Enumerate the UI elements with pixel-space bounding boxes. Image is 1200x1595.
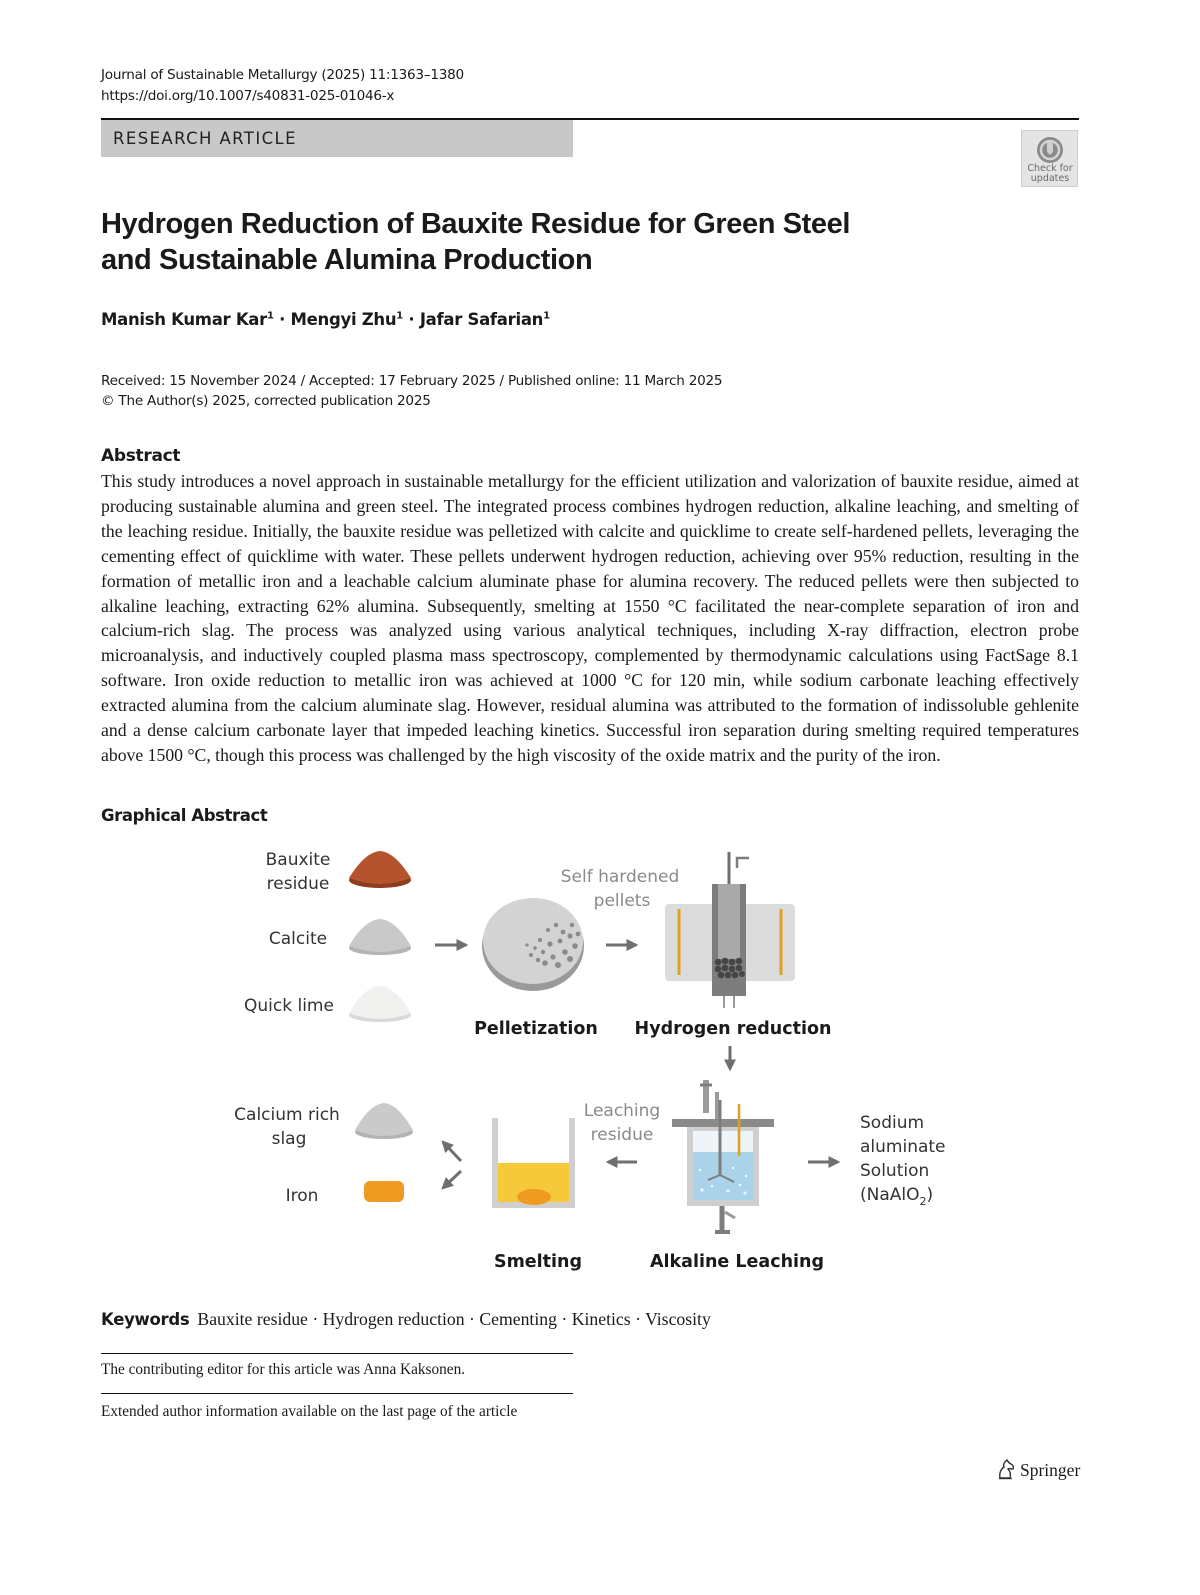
- slag-label-1: Calcium rich: [234, 1105, 340, 1125]
- article-type-banner: [101, 120, 573, 157]
- bauxite-pile-icon: [349, 851, 411, 888]
- affiliation-marker: 1: [543, 310, 550, 322]
- slag-label-2: slag: [271, 1129, 307, 1149]
- author-separator: ·: [273, 310, 291, 329]
- calcite-label: Calcite: [268, 929, 328, 949]
- leaching-residue-label-1: Leaching: [583, 1101, 661, 1121]
- calcite-pile-icon: [349, 919, 411, 955]
- article-title: Hydrogen Reduction of Bauxite Residue for Green Steel and Sustainable Alumina Production: [101, 208, 851, 276]
- pellets-label-2: pellets: [593, 891, 651, 911]
- keyword-separator: ·: [630, 1309, 646, 1329]
- author-name[interactable]: Mengyi Zhu: [290, 310, 397, 329]
- leaching-residue-label-2: residue: [590, 1125, 654, 1145]
- author-separator: ·: [402, 310, 420, 329]
- author-name[interactable]: Jafar Safarian: [419, 310, 544, 329]
- abstract-heading: Abstract: [101, 446, 181, 466]
- author-info-footnote: Extended author information available on the last page of the article: [101, 1403, 518, 1420]
- keyword-separator: ·: [464, 1309, 480, 1329]
- keyword[interactable]: Bauxite residue: [197, 1309, 308, 1329]
- keyword[interactable]: Hydrogen reduction: [322, 1309, 465, 1329]
- aluminate-formula: (NaAlO$_2$): [860, 1185, 934, 1208]
- check-updates-label: Check for updates: [1027, 163, 1073, 184]
- iron-label: Iron: [285, 1186, 319, 1206]
- aluminate-label-2: aluminate: [860, 1137, 946, 1157]
- springer-horse-icon: [996, 1458, 1016, 1480]
- footnote-rule: [101, 1353, 573, 1354]
- keyword[interactable]: Cementing: [479, 1309, 557, 1329]
- keyword[interactable]: Kinetics: [571, 1309, 631, 1329]
- keyword[interactable]: Viscosity: [645, 1309, 711, 1329]
- step-label-hydrogen-reduction: Hydrogen reduction: [634, 1019, 832, 1039]
- step-label-smelting: Smelting: [493, 1252, 583, 1272]
- step-label-alkaline-leaching: Alkaline Leaching: [649, 1252, 825, 1272]
- keywords-label: Keywords: [101, 1310, 190, 1329]
- aluminate-label-1: Sodium: [860, 1113, 925, 1133]
- arrow-up-left-icon: [443, 1142, 461, 1161]
- check-updates-icon: [1036, 136, 1064, 164]
- editor-footnote: The contributing editor for this article was Anna Kaksonen.: [101, 1361, 466, 1378]
- bauxite-label-1: Bauxite: [265, 850, 331, 870]
- author-name[interactable]: Manish Kumar Kar: [101, 310, 267, 329]
- graphical-abstract-heading: Graphical Abstract: [101, 806, 268, 825]
- smelting-crucible-icon: [495, 1118, 572, 1205]
- pelletizer-disc-icon: [482, 898, 584, 991]
- author-list: [101, 310, 550, 329]
- aluminate-label-3: Solution: [860, 1161, 930, 1181]
- keywords-line: [101, 1309, 711, 1330]
- graphical-abstract-figure: [0, 830, 1200, 1290]
- quicklime-label: Quick lime: [244, 996, 334, 1016]
- doi-link[interactable]: https://doi.org/10.1007/s40831-025-01046-x: [101, 88, 395, 104]
- leaching-reactor-icon: [672, 1080, 774, 1232]
- affiliation-marker: 1: [266, 310, 274, 322]
- footnote-rule: [101, 1393, 573, 1394]
- publisher-logo[interactable]: [996, 1458, 1080, 1481]
- arrow-down-left-icon: [443, 1171, 461, 1188]
- abstract-text: This study introduces a novel approach in sustainable metallurgy for the efficient utilization and valorization of bauxite residue, aimed at producing sustainable alumina and green steel. The integrated process combines hydrogen reduction, alkaline leaching, and smelting of the leaching residue. Initially, the bauxite residue was pelletized with calcite and quicklime to create self-hardened pellets, leveraging the cementing effect of quicklime with water. These pellets underwent hydrogen reduction, achieving over 95% reduction, resulting in the formation of metallic iron and a leachable calcium aluminate phase for alumina recovery. The reduced pellets were then subjected to alkaline leaching, extracting 62% alumina. Subsequently, smelting at 1550 °C facilitated the near-complete separation of iron and calcium-rich slag. The process was analyzed using various analytical techniques, including X-ray diffraction, electron probe microanalysis, and inductively coupled plasma mass spectroscopy, complemented by thermodynamic calculations using FactSage 8.1 software. Iron oxide reduction to metallic iron was achieved at 1000 °C for 120 min, while sodium carbonate leaching effectively extracted alumina from the calcium aluminate slag. However, residual alumina was attributed to the formation of indissoluble gehlenite and a dense calcium carbonate layer that impeded leaching kinetics. Successful iron separation during smelting required temperatures above 1500 °C, though this process was challenged by the high viscosity of the oxide matrix and the purity of the iron.: [101, 471, 1079, 765]
- check-for-updates-badge[interactable]: [1021, 130, 1078, 187]
- pellets-label-1: Self hardened: [560, 867, 680, 887]
- step-label-pelletization: Pelletization: [474, 1019, 598, 1039]
- publication-dates: Received: 15 November 2024 / Accepted: 17 February 2025 / Published online: 11 March 2025: [101, 373, 723, 389]
- slag-pile-icon: [355, 1103, 413, 1139]
- keyword-separator: ·: [556, 1309, 572, 1329]
- copyright-notice: © The Author(s) 2025, corrected publication 2025: [101, 393, 431, 409]
- article-type-label: RESEARCH ARTICLE: [113, 129, 297, 148]
- bauxite-label-2: residue: [266, 874, 330, 894]
- quicklime-pile-icon: [349, 986, 411, 1022]
- reduction-furnace-icon: [665, 852, 795, 1008]
- affiliation-marker: 1: [396, 310, 403, 322]
- iron-nugget-icon: [364, 1181, 404, 1202]
- publisher-name: Springer: [1020, 1460, 1081, 1480]
- keyword-separator: ·: [307, 1309, 323, 1329]
- journal-citation: Journal of Sustainable Metallurgy (2025) 11:1363–1380: [101, 67, 464, 83]
